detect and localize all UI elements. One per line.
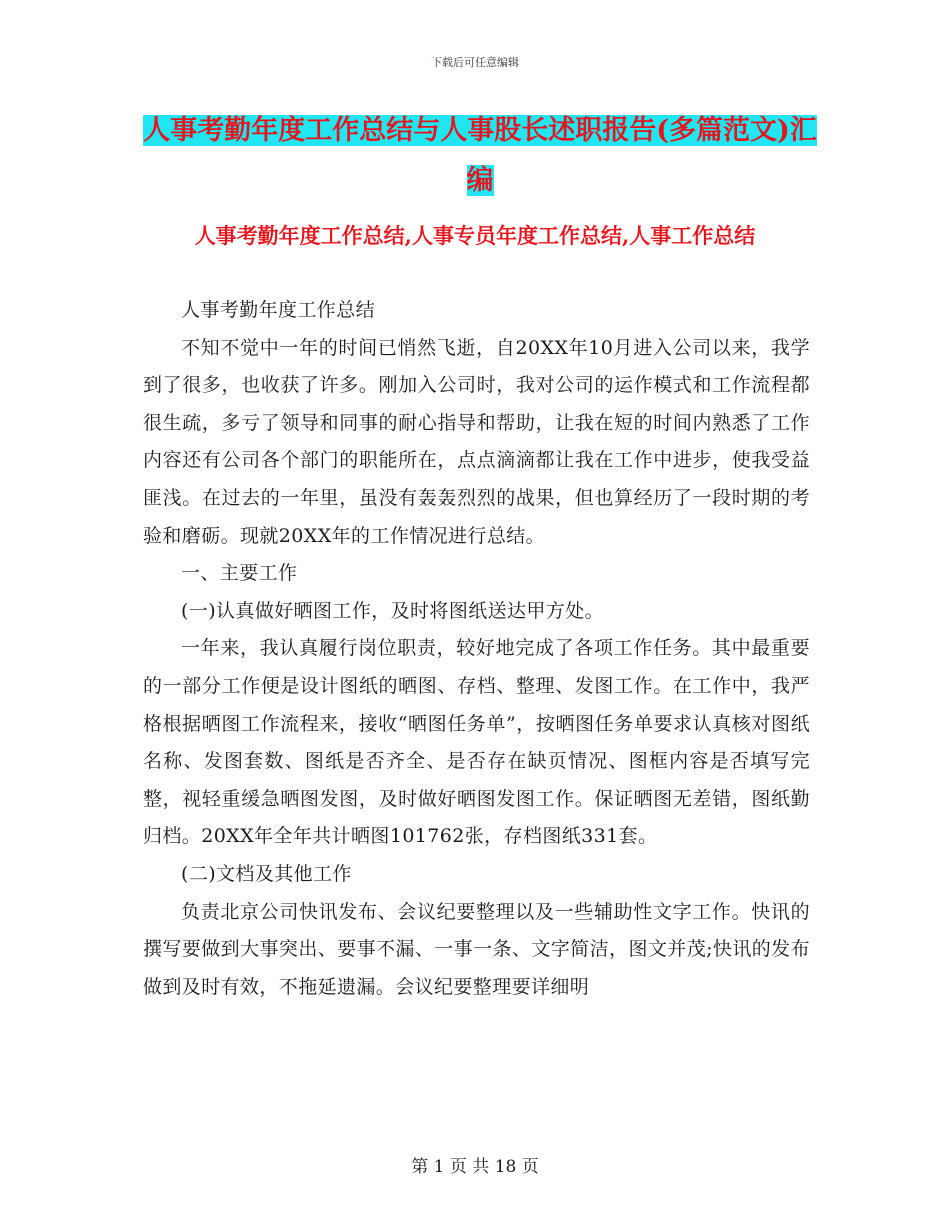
paragraph: 一年来，我认真履行岗位职责，较好地完成了各项工作任务。其中最重要的一部分工作便是设计图纸的晒图、存档、整理、发图工作。在工作中，我严格根据晒图工作流程来，接收“晒图任务单”，按晒图任务单要求认真核对图纸名称、发图套数、图纸是否齐全、是否存在缺页情况、图框内容是否填写完整，视轻重缓急晒图发图，及时做好晒图发图工作。保证晒图无差错，图纸勤归档。20XX年全年共计晒图101762张，存档图纸331套。 — [143, 637, 810, 848]
section-subtitle: 人事考勤年度工作总结,人事专员年度工作总结,人事工作总结 — [194, 223, 756, 248]
paragraph: 负责北京公司快讯发布、会议纪要整理以及一些辅助性文字工作。快讯的撰写要做到大事突出、要事不漏、一事一条、文字简洁，图文并茂;快讯的发布做到及时有效，不拖延遗漏。会议纪要整理要详细明 — [143, 900, 810, 998]
subsection-heading: (一)认真做好晒图工作，及时将图纸送达甲方处。 — [181, 599, 605, 622]
document-title — [140, 106, 820, 206]
subsection-heading: (二)文档及其他工作 — [181, 862, 352, 885]
document-body — [143, 292, 810, 1006]
paragraph: 不知不觉中一年的时间已悄然飞逝，自20XX年10月进入公司以来，我学到了很多，也收获了许多。刚加入公司时，我对公司的运作模式和工作流程都很生疏，多亏了领导和同事的耐心指导和帮助，让我在短的时间内熟悉了工作内容还有公司各个部门的职能所在，点点滴滴都让我在工作中进步，使我受益匪浅。在过去的一年里，虽没有轰轰烈烈的战果，但也算经历了一段时期的考验和磨砺。现就20XX年的工作情况进行总结。 — [143, 336, 810, 547]
section-heading: 一、主要工作 — [181, 562, 298, 585]
page-footer: 第 1 页 共 18 页 — [411, 1157, 539, 1177]
paragraph-heading: 人事考勤年度工作总结 — [181, 299, 376, 321]
document-title-text: 人事考勤年度工作总结与人事股长述职报告(多篇范文)汇编 — [143, 115, 817, 196]
header-note: 下载后可任意编辑 — [431, 56, 519, 69]
